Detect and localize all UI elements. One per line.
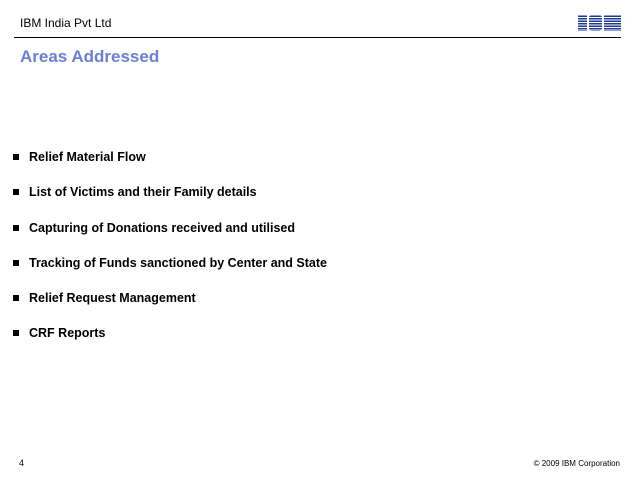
bullet-text: Capturing of Donations received and utilised bbox=[29, 220, 296, 235]
company-name: IBM India Pvt Ltd bbox=[20, 16, 112, 30]
bullet-text: Relief Material Flow bbox=[29, 150, 146, 164]
bullet-text: Tracking of Funds sanctioned by Center and State bbox=[29, 255, 327, 270]
slide-title: Areas Addressed bbox=[20, 47, 160, 66]
square-bullet-icon bbox=[13, 189, 19, 195]
square-bullet-icon bbox=[13, 225, 19, 231]
header-divider bbox=[14, 37, 621, 38]
page-number: 4 bbox=[19, 458, 25, 468]
copyright-notice: © 2009 IBM Corporation bbox=[533, 459, 620, 468]
bullet-text: CRF Reports bbox=[29, 326, 106, 341]
square-bullet-icon bbox=[13, 330, 19, 336]
ibm-logo bbox=[578, 13, 621, 33]
bullet-text: List of Victims and their Family details bbox=[29, 185, 257, 200]
square-bullet-icon bbox=[13, 260, 19, 266]
bullet-text: Relief Request Management bbox=[29, 291, 196, 306]
square-bullet-icon bbox=[13, 295, 19, 301]
square-bullet-icon bbox=[13, 154, 19, 160]
